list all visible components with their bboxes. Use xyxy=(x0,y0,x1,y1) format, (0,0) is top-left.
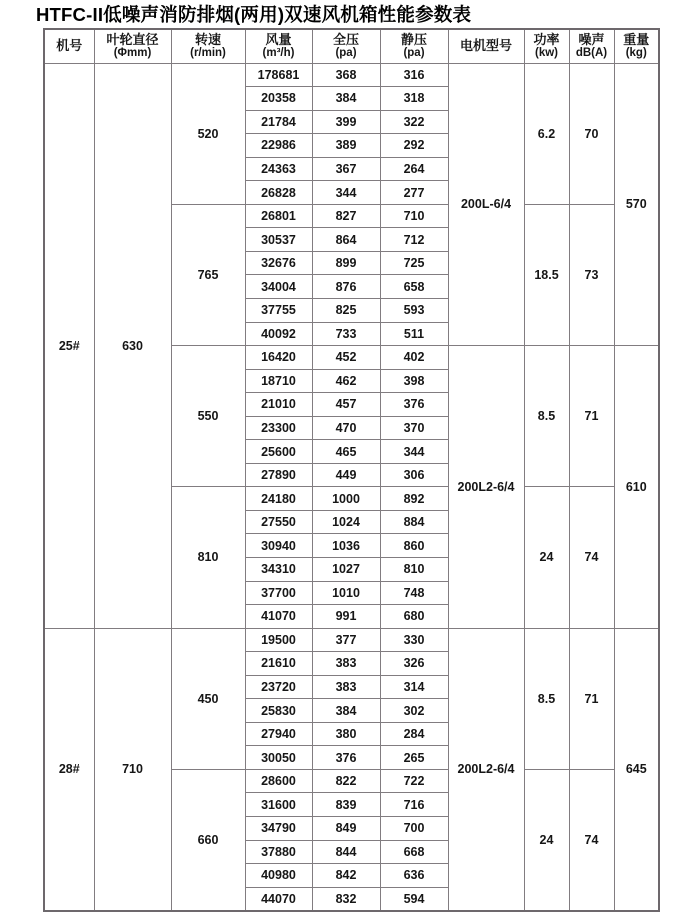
static-pressure-cell: 265 xyxy=(380,746,448,770)
col-header-impeller-diameter xyxy=(94,29,171,63)
static-pressure-cell: 277 xyxy=(380,181,448,205)
total-pressure-cell: 827 xyxy=(312,204,380,228)
airflow-cell: 23720 xyxy=(245,675,312,699)
total-pressure-cell: 452 xyxy=(312,346,380,370)
speed-cell: 520 xyxy=(171,63,245,204)
static-pressure-cell: 593 xyxy=(380,298,448,322)
total-pressure-cell: 367 xyxy=(312,157,380,181)
noise-cell: 71 xyxy=(569,628,614,769)
total-pressure-cell: 1010 xyxy=(312,581,380,605)
total-pressure-cell: 849 xyxy=(312,817,380,841)
total-pressure-cell: 389 xyxy=(312,134,380,158)
col-header-total-pressure xyxy=(312,29,380,63)
static-pressure-cell: 284 xyxy=(380,722,448,746)
total-pressure-cell: 377 xyxy=(312,628,380,652)
static-pressure-cell: 594 xyxy=(380,887,448,911)
power-cell: 24 xyxy=(524,769,569,910)
airflow-cell: 30537 xyxy=(245,228,312,252)
total-pressure-cell: 839 xyxy=(312,793,380,817)
speed-cell: 810 xyxy=(171,487,245,628)
header-label: 电机型号 xyxy=(459,38,512,54)
total-pressure-cell: 876 xyxy=(312,275,380,299)
header-unit: dB(A) xyxy=(575,47,608,60)
col-header-motor-model xyxy=(448,29,524,63)
airflow-cell: 27550 xyxy=(245,510,312,534)
static-pressure-cell: 884 xyxy=(380,510,448,534)
static-pressure-cell: 402 xyxy=(380,346,448,370)
airflow-cell: 34310 xyxy=(245,557,312,581)
static-pressure-cell: 330 xyxy=(380,628,448,652)
airflow-cell: 30940 xyxy=(245,534,312,558)
airflow-cell: 28600 xyxy=(245,769,312,793)
airflow-cell: 16420 xyxy=(245,346,312,370)
col-header-machine-no xyxy=(44,29,94,63)
static-pressure-cell: 658 xyxy=(380,275,448,299)
header-label: 风量 xyxy=(265,31,292,47)
page-title: HTFC-II低噪声消防排烟(两用)双速风机箱性能参数表 xyxy=(36,4,472,25)
motor-model-cell: 200L2-6/4 xyxy=(448,346,524,629)
static-pressure-cell: 716 xyxy=(380,793,448,817)
machine-no-cell: 28# xyxy=(44,628,94,911)
header-unit: (kg) xyxy=(625,47,647,60)
airflow-cell: 32676 xyxy=(245,251,312,275)
total-pressure-cell: 383 xyxy=(312,652,380,676)
static-pressure-cell: 344 xyxy=(380,440,448,464)
impeller-diameter-cell: 630 xyxy=(94,63,171,628)
table-row xyxy=(44,628,659,652)
weight-cell: 645 xyxy=(614,628,659,911)
static-pressure-cell: 668 xyxy=(380,840,448,864)
noise-cell: 74 xyxy=(569,487,614,628)
airflow-cell: 18710 xyxy=(245,369,312,393)
static-pressure-cell: 306 xyxy=(380,463,448,487)
total-pressure-cell: 1024 xyxy=(312,510,380,534)
airflow-cell: 30050 xyxy=(245,746,312,770)
total-pressure-cell: 832 xyxy=(312,887,380,911)
total-pressure-cell: 844 xyxy=(312,840,380,864)
airflow-cell: 21010 xyxy=(245,393,312,417)
power-cell: 6.2 xyxy=(524,63,569,204)
impeller-diameter-cell: 710 xyxy=(94,628,171,911)
header-label: 叶轮直径 xyxy=(106,31,159,47)
speed-cell: 450 xyxy=(171,628,245,769)
static-pressure-cell: 511 xyxy=(380,322,448,346)
airflow-cell: 40092 xyxy=(245,322,312,346)
col-header-speed xyxy=(171,29,245,63)
motor-model-cell: 200L2-6/4 xyxy=(448,628,524,911)
airflow-cell: 40980 xyxy=(245,864,312,888)
static-pressure-cell: 636 xyxy=(380,864,448,888)
static-pressure-cell: 725 xyxy=(380,251,448,275)
static-pressure-cell: 680 xyxy=(380,605,448,629)
total-pressure-cell: 384 xyxy=(312,699,380,723)
airflow-cell: 41070 xyxy=(245,605,312,629)
col-header-power xyxy=(524,29,569,63)
header-unit: (r/min) xyxy=(190,47,226,60)
col-header-weight xyxy=(614,29,659,63)
airflow-cell: 25600 xyxy=(245,440,312,464)
table-header-row xyxy=(44,29,659,63)
header-unit: (m³/h) xyxy=(262,47,295,60)
static-pressure-cell: 302 xyxy=(380,699,448,723)
col-header-static-pressure xyxy=(380,29,448,63)
total-pressure-cell: 399 xyxy=(312,110,380,134)
noise-cell: 74 xyxy=(569,769,614,910)
total-pressure-cell: 470 xyxy=(312,416,380,440)
motor-model-cell: 200L-6/4 xyxy=(448,63,524,346)
airflow-cell: 24180 xyxy=(245,487,312,511)
header-label: 转速 xyxy=(194,31,221,47)
machine-no-cell: 25# xyxy=(44,63,94,628)
total-pressure-cell: 1036 xyxy=(312,534,380,558)
airflow-cell: 23300 xyxy=(245,416,312,440)
static-pressure-cell: 722 xyxy=(380,769,448,793)
airflow-cell: 27890 xyxy=(245,463,312,487)
power-cell: 8.5 xyxy=(524,346,569,487)
static-pressure-cell: 322 xyxy=(380,110,448,134)
header-label: 功率 xyxy=(533,31,560,47)
fan-spec-table xyxy=(43,28,660,912)
header-unit: (pa) xyxy=(335,47,357,60)
static-pressure-cell: 860 xyxy=(380,534,448,558)
static-pressure-cell: 748 xyxy=(380,581,448,605)
speed-cell: 660 xyxy=(171,769,245,910)
static-pressure-cell: 292 xyxy=(380,134,448,158)
static-pressure-cell: 376 xyxy=(380,393,448,417)
airflow-cell: 25830 xyxy=(245,699,312,723)
weight-cell: 570 xyxy=(614,63,659,346)
airflow-cell: 34004 xyxy=(245,275,312,299)
airflow-cell: 21784 xyxy=(245,110,312,134)
airflow-cell: 37755 xyxy=(245,298,312,322)
airflow-cell: 31600 xyxy=(245,793,312,817)
total-pressure-cell: 1027 xyxy=(312,557,380,581)
header-label: 机号 xyxy=(56,38,83,54)
static-pressure-cell: 326 xyxy=(380,652,448,676)
header-label: 全压 xyxy=(332,31,359,47)
total-pressure-cell: 899 xyxy=(312,251,380,275)
airflow-cell: 22986 xyxy=(245,134,312,158)
header-unit: (kw) xyxy=(535,47,558,60)
total-pressure-cell: 344 xyxy=(312,181,380,205)
total-pressure-cell: 733 xyxy=(312,322,380,346)
total-pressure-cell: 383 xyxy=(312,675,380,699)
total-pressure-cell: 376 xyxy=(312,746,380,770)
airflow-cell: 37880 xyxy=(245,840,312,864)
noise-cell: 70 xyxy=(569,63,614,204)
power-cell: 8.5 xyxy=(524,628,569,769)
airflow-cell: 44070 xyxy=(245,887,312,911)
airflow-cell: 24363 xyxy=(245,157,312,181)
airflow-cell: 19500 xyxy=(245,628,312,652)
airflow-cell: 34790 xyxy=(245,817,312,841)
power-cell: 18.5 xyxy=(524,204,569,345)
airflow-cell: 178681 xyxy=(245,63,312,87)
speed-cell: 765 xyxy=(171,204,245,345)
airflow-cell: 26828 xyxy=(245,181,312,205)
static-pressure-cell: 264 xyxy=(380,157,448,181)
noise-cell: 71 xyxy=(569,346,614,487)
total-pressure-cell: 380 xyxy=(312,722,380,746)
col-header-noise xyxy=(569,29,614,63)
total-pressure-cell: 368 xyxy=(312,63,380,87)
total-pressure-cell: 465 xyxy=(312,440,380,464)
total-pressure-cell: 842 xyxy=(312,864,380,888)
static-pressure-cell: 892 xyxy=(380,487,448,511)
airflow-cell: 20358 xyxy=(245,87,312,111)
header-label: 重量 xyxy=(623,31,650,47)
static-pressure-cell: 318 xyxy=(380,87,448,111)
speed-cell: 550 xyxy=(171,346,245,487)
power-cell: 24 xyxy=(524,487,569,628)
total-pressure-cell: 449 xyxy=(312,463,380,487)
header-label: 噪声 xyxy=(578,31,605,47)
total-pressure-cell: 462 xyxy=(312,369,380,393)
airflow-cell: 37700 xyxy=(245,581,312,605)
static-pressure-cell: 712 xyxy=(380,228,448,252)
airflow-cell: 26801 xyxy=(245,204,312,228)
total-pressure-cell: 384 xyxy=(312,87,380,111)
header-unit: (Φmm) xyxy=(113,47,152,60)
total-pressure-cell: 1000 xyxy=(312,487,380,511)
static-pressure-cell: 710 xyxy=(380,204,448,228)
total-pressure-cell: 822 xyxy=(312,769,380,793)
weight-cell: 610 xyxy=(614,346,659,629)
airflow-cell: 27940 xyxy=(245,722,312,746)
static-pressure-cell: 398 xyxy=(380,369,448,393)
table-body xyxy=(44,63,659,911)
total-pressure-cell: 864 xyxy=(312,228,380,252)
col-header-airflow xyxy=(245,29,312,63)
noise-cell: 73 xyxy=(569,204,614,345)
total-pressure-cell: 457 xyxy=(312,393,380,417)
static-pressure-cell: 700 xyxy=(380,817,448,841)
static-pressure-cell: 316 xyxy=(380,63,448,87)
static-pressure-cell: 314 xyxy=(380,675,448,699)
static-pressure-cell: 370 xyxy=(380,416,448,440)
total-pressure-cell: 991 xyxy=(312,605,380,629)
static-pressure-cell: 810 xyxy=(380,557,448,581)
total-pressure-cell: 825 xyxy=(312,298,380,322)
table-row xyxy=(44,63,659,87)
header-unit: (pa) xyxy=(403,47,425,60)
header-label: 静压 xyxy=(400,31,427,47)
airflow-cell: 21610 xyxy=(245,652,312,676)
